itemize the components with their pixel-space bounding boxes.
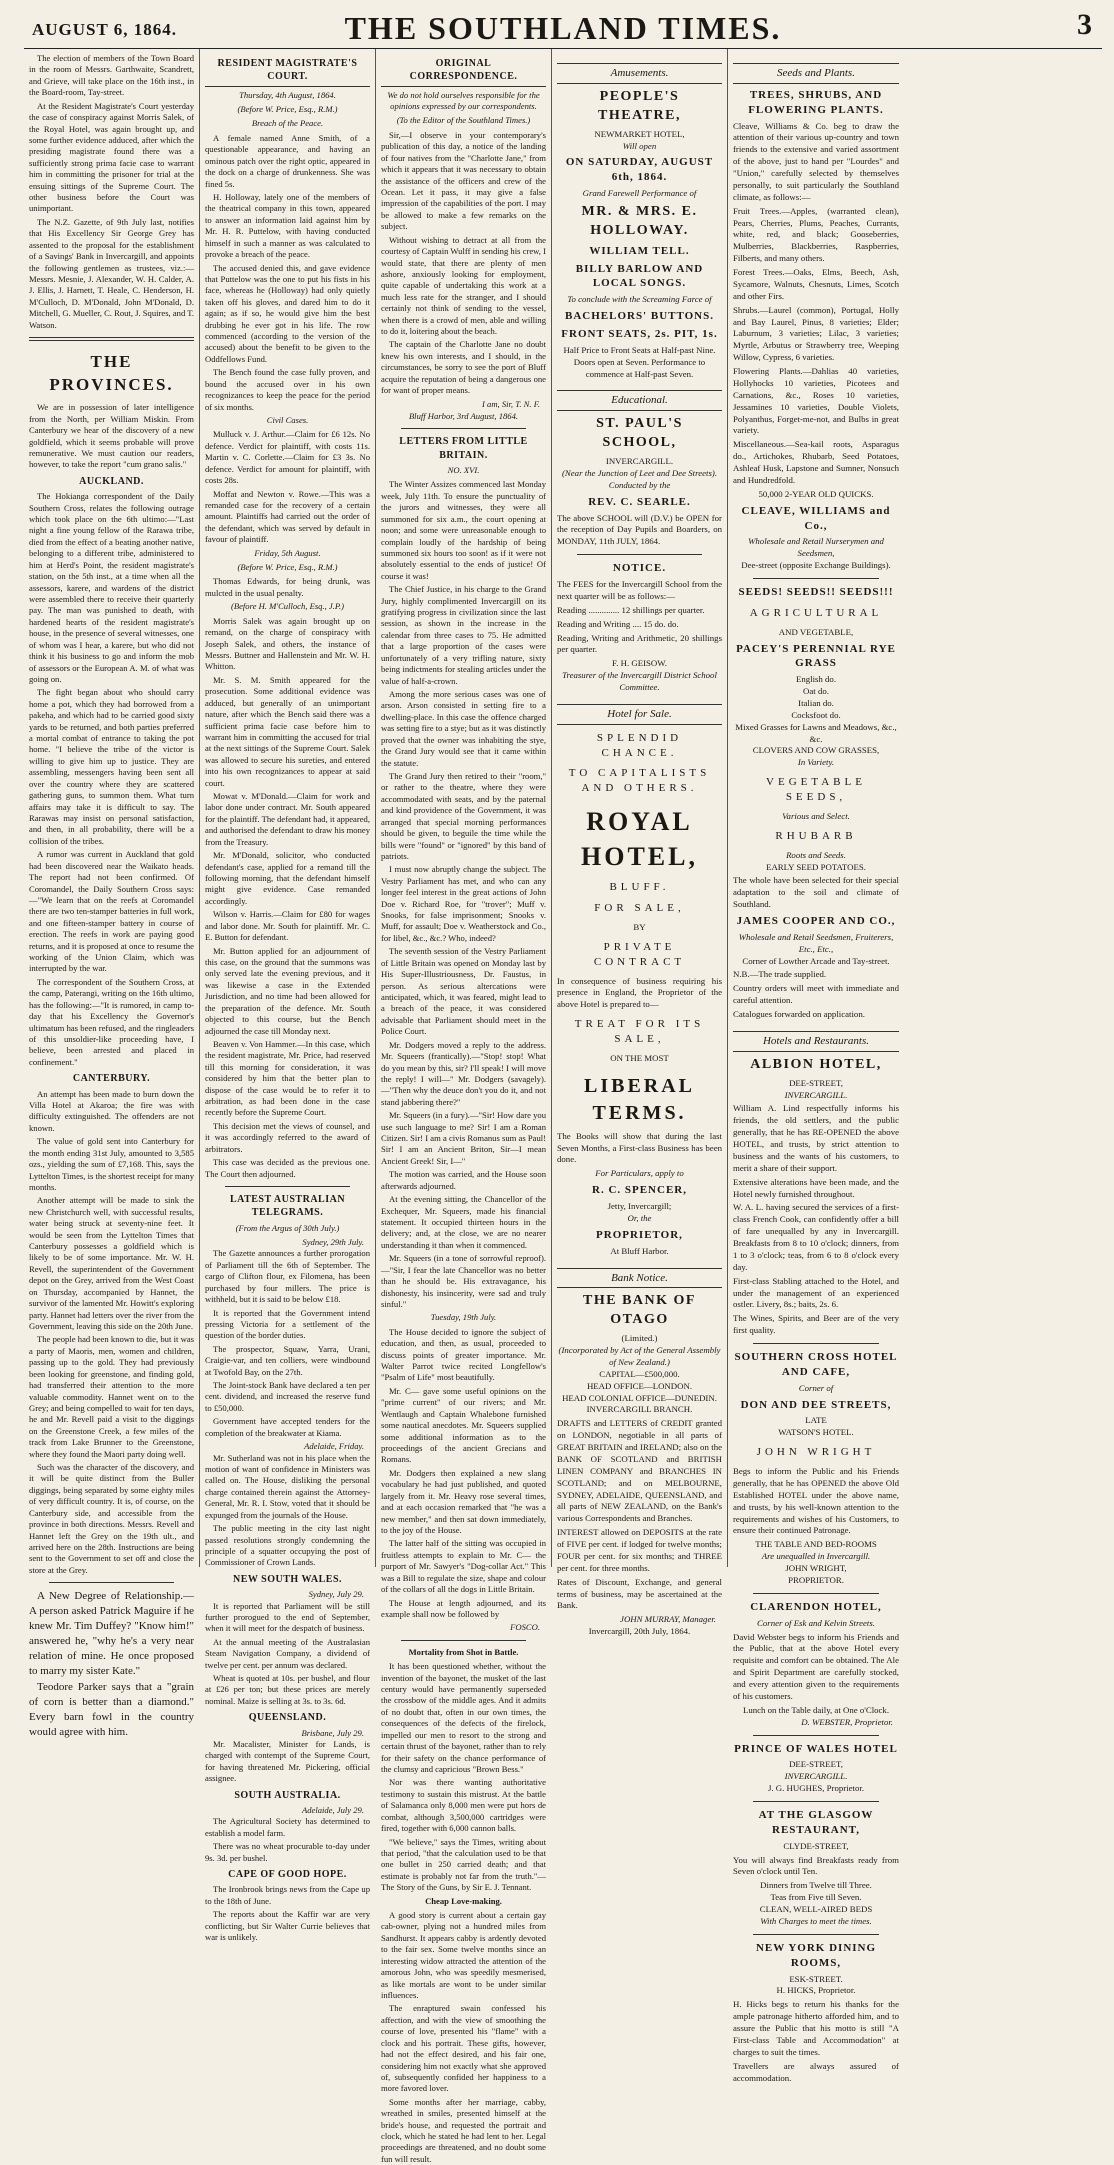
paragraph: Mr. Button applied for an adjournment of this case, on the ground that the summons was only served late the evening previous, and it was likewise a case in the Extended Jurisdiction, and no time had been allowed for the preparation of the defence. Mr. South objected to this course, but the Bench adjourned the case till Monday next. [205, 945, 370, 1036]
ad-line: CLEAN, WELL-AIRED BEDS [759, 1904, 873, 1915]
ad-line: Wholesale and Retail Seedsmen, Fruiterers, Etc., Etc., [738, 931, 894, 954]
court-judge: (Before W. Price, Esq., R.M.) [237, 104, 338, 115]
ad-line: BACHELORS' BUTTONS. [564, 310, 714, 323]
divider [401, 428, 526, 429]
divider [753, 1801, 879, 1802]
paragraph: The captain of the Charlotte Jane no doubt knew his own interests, and I should, in the circumstances, be sorry to see the port of Bluff acquire the reputation of being a dangerous one for want of proper means. [381, 339, 546, 396]
ad-title: TREES, SHRUBS, AND FLOWERING PLANTS. [748, 88, 884, 116]
ad-line: Oat do. [803, 686, 829, 697]
column-4 [552, 49, 728, 1637]
ad-line: Corner of [798, 1382, 834, 1393]
paragraph: The accused denied this, and gave evidence that Puttelow was the one to put his fists in his face, whereas he (Holloway) had only quietly taken off his gloves, and dared him to do it again; as if so, he would give him the best drubbing he ever got in his life. The row commenced (according to the version of the accused) about the benefit to be given to the Oddfellows Fund. [205, 262, 370, 364]
section-heading: CANTERBURY. [72, 1073, 151, 1085]
ad-line: Jetty, Invercargill; [607, 1201, 672, 1212]
section-heading: CAPE OF GOOD HOPE. [228, 1869, 347, 1881]
paragraph: The Hokianga correspondent of the Daily Southern Cross, relates the following outrage which took place on the 6th ultimo:—"Last night a fine young fellow of the Rarawa tribe, died from the effect of a beating another native, belonging to a different tribe, administered to him at Herd's Point, the resident magistrate's station, on the 5th inst., at a time when all the assessors, karere, and wardens of the district were assembled there to receive their quarterly pay. The man was punished to death, with hardened hearts of the resident magistrate's house, in the presence of several witnesses, one of whom was I hear, a karere, but who did not think it his business to go and inform the mob of assessors or the European A. M. of what was going on. [29, 491, 194, 684]
paragraph: The N.Z. Gazette, of 9th July last, notifies that His Excellency Sir George Grey has assented to the proposal for the establishment of a Savings' Bank in Invercargill, and appoints the following gentlemen as trustees, viz.:—Messrs. Mesnie, J. Alexander, W. H. Calder, A. J. Ellis, J. Harnett, T. Heale, C. Henderson, H. M'Culloch, D. M'Donald, John M'Donald, D. Mitchell, G. Mueller, C. Rout, J. Squires, and T. Watson. [29, 216, 194, 330]
ad-title: NEW YORK DINING ROOMS, [755, 1941, 877, 1969]
ad-title: LIBERAL TERMS. [583, 1074, 696, 1124]
paragraph: The Winter Assizes commenced last Monday week, July 11th. To ensure the punctuality of the jurors and witnesses, they were all summoned for six a.m., the court opening at noon; and some were unreasonable enough to complain loudly of the hardship of being summoned six hours too soon! as if it were not absolutely essential to the ends of justice! Of course it was! [381, 479, 546, 581]
ad-line: CLYDE-STREET, [783, 1840, 849, 1851]
court-judge: (Before W. Price, Esq., R.M.) [237, 562, 338, 573]
ad-line: J. G. HUGHES, Proprietor. [767, 1783, 865, 1794]
ad-text: H. Hicks begs to return his thanks for the ample patronage hitherto afforded him, and to assure the Public that his motto is still "A First-class Table and Accommodation" at charges to suit the times. [733, 1999, 899, 2057]
ad-line: SPLENDID CHANCE. [596, 731, 683, 759]
dateline: Adelaide, Friday. [304, 1441, 364, 1452]
divider [753, 1593, 879, 1594]
ad-text: Begs to inform the Public and his Friends generally, that he has OPENED the above Old Established HOTEL under the above name, and trusts, by his well-known attention to the requirements and wishes of his Customers, to ensure their continued Patronage. [733, 1466, 899, 1536]
section-heading: LETTERS FROM LITTLE BRITAIN. [399, 436, 528, 461]
paragraph: It has been questioned whether, without the invention of the bayonet, the musket of the last century would have permanently superseded the crossbow of the middle ages. And it admits of no doubt that, often in our own times, the consequences of the defects of the firelock, impelled our men to resort to the strong and certain thrust of the bayonet, rather than to rely for their safety on the chance performance of the clumsy and capricious "Brown Bess." [381, 1661, 546, 1774]
dateline: Brisbane, July 29. [301, 1727, 364, 1738]
paragraph: It is reported that the Government intend pressing Victoria for a settlement of the question of the border duties. [205, 1307, 370, 1341]
paragraph: Mulluck v. J. Arthur.—Claim for £6 12s. No defence. Verdict for plaintiff, with costs 11s. Martin v. C. Corlette.—Claim for £3 3s. No defence. Verdict for amount for plaintiff, with costs 28s. [205, 429, 370, 486]
ad-line: DEE-STREET, [789, 1077, 843, 1088]
dateline: Adelaide, July 29. [301, 1805, 364, 1816]
paragraph: At the annual meeting of the Australasian Steam Navigation Company, a dividend of twelve per cent. per annum was declared. [205, 1636, 370, 1670]
ad-line: AGRICULTURAL [749, 606, 883, 619]
ad-text: Reading, Writing and Arithmetic, 20 shillings per quarter. [557, 632, 722, 655]
divider [49, 1582, 174, 1583]
ad-text: Miscellaneous.—Sea-kail roots, Asparagus do., Artichokes, Rhubarb, Seed Potatoes, Ashleaf Husk, Lapstone and Sumner, Nonsuch and Hundredfold. [733, 439, 899, 485]
ad-line: H. HICKS, Proprietor. [776, 1985, 856, 1996]
ad-title: ST. PAUL'S SCHOOL, [596, 416, 683, 451]
ad-line: Mixed Grasses for Lawns and Meadows, &c., &c. [735, 721, 897, 744]
divider [753, 1735, 879, 1736]
paragraph: Mr. Sutherland was not in his place when the motion of want of confidence in Ministers was called on. The House, disliking the personal charge contained therein against the Attorney-General, Mr. R. I. Stow, voted that it should be expunged from the journals of the House. [205, 1452, 370, 1520]
dateline: Bluff Harbor, 3rd August, 1864. [408, 410, 519, 421]
paragraph: A rumor was current in Auckland that gold had been discovered near the Waikato heads. The report had not been confirmed. Of Coromandel, the Daily Southern Cross says:—"We learn that on the reefs at Coromandel there are two ten-stamper batteries in full work, and one fifteen-stamper battery in course of erection. The reefs in work are paying good returns, and it is proposed at once to resume the working of the Union Claim, which was interrupted by the war. [29, 849, 194, 974]
section-heading: Educational. [557, 390, 722, 411]
paragraph: Another attempt will be made to sink the new Christchurch well, with successful results, water being struck at seventy-nine feet. It would be seen from the Lyttelton Times that Canterbury possesses a goldfield which is likely to be of some importance. Mr. W. H. Revell, the superintendent of the Government depot on the Grey, arrived from the West Coast on Thursday, accompanied by Hannet, the survivor of the lamented Mr. Howitt's exploring party. Hannet had letters over the river from the Government, leaving this side on the 20th June. [29, 1195, 194, 1331]
column-2 [200, 49, 376, 1943]
ad-title: ROYAL HOTEL, [581, 807, 698, 872]
court-date: Friday, 5th August. [254, 547, 321, 558]
paragraph: A good story is current about a certain gay cab-owner, plying not a hundred miles from Sandhurst. It appears cabby is ardently devoted to the fair sex. Some twelve months since an interesting widow attracted the attention of the amorous John, who was speedily mesmerised, as like mortals are wont to be under similar influences. [381, 1910, 546, 2000]
paragraph: Mr. Dodgers moved a reply to the address. Mr. Squeers (frantically).—"Stop! stop! What do you mean by this, sir? I'll speak! I will move the reply! I will—" Mr. Dodgers (savagely).—"Then why the deuce don't you do it, and not stand jabbering there?" [381, 1039, 546, 1107]
ad-line: Roots and Seeds. [786, 849, 846, 860]
paragraph: Thomas Edwards, for being drunk, was mulcted in the usual penalty. [205, 576, 370, 598]
ad-text: Catalogues forwarded on application. [733, 1009, 865, 1020]
signature: I am, Sir, T. N. F. [482, 398, 540, 409]
subheading: (To the Editor of the Southland Times.) [396, 115, 531, 126]
paragraph: The Gazette announces a further prorogation of Parliament till the 6th of September. The cargo of Clifton flour, ex Filomena, has been purchased by four millers. The price is withheld, but it is said to be below £18. [205, 1248, 370, 1305]
ad-text: Extensive alterations have been made, and the Hotel newly furnished throughout. [733, 1176, 899, 1199]
ad-title: AT THE GLASGOW RESTAURANT, [758, 1809, 874, 1836]
ad-line: Or, the [627, 1212, 652, 1223]
section-heading: Hotel for Sale. [557, 704, 722, 725]
ad-line: Dinners from Twelve till Three. [760, 1880, 872, 1891]
paragraph: The seventh session of the Vestry Parliament of Little Britain was opened on Monday last by His Super-Illustriousness, Dr. Faustus, in person. As serious altercations were anticipated, which, it was feared, might lead to a breach of the peace, it was considered advisable that Parliament should meet in the Police Court. [381, 946, 546, 1037]
section-heading: QUEENSLAND. [248, 1712, 327, 1724]
ad-line: Invercargill, 20th July, 1864. [588, 1626, 691, 1637]
paragraph: Wilson v. Harris.—Claim for £80 for wages and labor done. Mr. South for plaintiff. Mr. C. E. Button for defendant. [205, 909, 370, 943]
paragraph: The Chief Justice, in his charge to the Grand Jury, highly complimented Invercargill on its gratifying progress in civilization since the last session, as shown in the increase in the calendar from three cases to 75. He admitted that a large proportion of the cases were unfortunately of a very trifling nature, sixty being indictments for stealing articles under the value of half-a-crown. [381, 584, 546, 686]
divider [753, 1343, 879, 1344]
divider [29, 337, 194, 341]
ad-line: Half Price to Front Seats at Half-past Nine. [563, 344, 716, 355]
paragraph: Teodore Parker says that a "grain of corn is better than a diamond." Every barn fowl in the country would agree with him. [29, 1681, 194, 1738]
ad-line: In Variety. [797, 757, 835, 768]
issue-date: AUGUST 6, 1864. [32, 20, 178, 39]
section-heading: ORIGINAL CORRESPONDENCE. [381, 57, 546, 87]
paragraph: Mr. Squeers (in a tone of sorrowful reproof).—"Sir, I fear the late Chancellor was no better than he should be. His extravagance, his dishonesty, his insincerity, were sad and truly sinful." [381, 1253, 546, 1309]
ad-title: CLARENDON HOTEL, [750, 1600, 882, 1613]
ad-line: VEGETABLE SEEDS, [766, 776, 866, 804]
section-heading: SOUTH AUSTRALIA. [234, 1789, 341, 1801]
ad-line: REV. C. SEARLE. [588, 495, 691, 508]
paragraph: The prospector, Squaw, Yarra, Urani, Craigie-var, and ten colliers, were windbound at Twofold Bay, on the 27th. [205, 1343, 370, 1377]
ad-text: Flowering Plants.—Dahlias 40 varieties, Hollyhocks 10 varieties, Picotees and Carnations, &c., Roses 10 varieties, Jessamines 10 varieties, Double Violets, Polyanthus, Forget-me-not, and Bulbs in great variety. [733, 366, 899, 436]
paragraph: Some months after her marriage, cabby, wreathed in smiles, presented himself at the bride's house, and requested the portrait and clock, which he stated he had lent to her. Legal proceedings are threatened, and no doubt some fun will result. [381, 2096, 546, 2164]
ad-line: AND VEGETABLE, [778, 626, 854, 637]
paragraph: The Joint-stock Bank have declared a ten per cent. dividend, and increased the reserve fund to £50,000. [205, 1380, 370, 1413]
paragraph: Mr. C— gave some useful opinions on the "prime current" of our rivers; and Mr. Wentlaugh and Captain Whalebone furnished some nautical anecdotes. Mr. Squeers supplied some additional information as to the proceedings of the ancient Grecians and Romans. [381, 1385, 546, 1465]
ad-text: The Wines, Spirits, and Beer are of the very first quality. [733, 1313, 899, 1336]
court-judge: (Before H. M'Culloch, Esq., J.P.) [230, 601, 345, 612]
paragraph: At the evening sitting, the Chancellor of the Exchequer, Mr. Squeers, made his financial statement. It occupied thirteen hours in the delivery; and, at the close, we are no nearer understanding it than when it commenced. [381, 1194, 546, 1250]
ad-line: (Near the Junction of Leet and Dee Streets). [561, 467, 718, 478]
ad-text: W. A. L. having secured the services of a first-class French Cook, can confidently offer a bill of fare unequalled by any in Invercargill. Breakfasts from 8 to 10 o'clock; dinners, from 1 to 3 o'clock; teas, from 6 to 8 o'clock every day. [733, 1202, 899, 1272]
paragraph: The latter half of the sitting was occupied in fruitless attempts to explain to Mr. C— the purport of Mr. Sawyer's "Dog-collar Act." This was a Bill to regulate the size, shape and colour of the collars of all the dogs in Little Britain. [381, 1538, 546, 1595]
divider [753, 578, 879, 579]
divider [753, 1934, 879, 1935]
ad-title: ALBION HOTEL, [750, 1056, 882, 1072]
ad-line: JOHN WRIGHT, [785, 1563, 847, 1574]
ad-line: PROPRIETOR, [596, 1228, 683, 1241]
column-1 [24, 49, 200, 1738]
ad-line: 50,000 2-YEAR OLD QUICKS. [758, 488, 874, 499]
ad-text: N.B.—The trade supplied. [733, 969, 827, 980]
ad-text: The above SCHOOL will (D.V.) be OPEN for the reception of Day Pupils and Boarders, on MONDAY, 11th JULY, 1864. [557, 512, 722, 547]
masthead [24, 6, 1102, 49]
ad-line: TREAT FOR ITS SALE, [574, 1018, 705, 1045]
ad-title: JAMES COOPER AND CO., [736, 915, 896, 927]
ad-title: SOUTHERN CROSS HOTEL AND CAFE, [734, 1351, 898, 1378]
ad-line: Will open [622, 140, 657, 151]
section-heading: RESIDENT MAGISTRATE'S COURT. [205, 57, 370, 87]
paragraph: Beaven v. Von Hammer.—In this case, which the resident magistrate, Mr. Price, had reserved till this morning for consideration, it was considered by him that the better plan to dispose of the case would be to refer it to arbitration, as had been done in the case recently before the Supreme Court. [205, 1038, 370, 1118]
column-3 [376, 49, 552, 2164]
ad-line: JOHN WRIGHT [756, 1446, 876, 1459]
ad-line: At Bluff Harbor. [610, 1245, 669, 1256]
ad-line: DEE-STREET, [789, 1759, 843, 1770]
paragraph: Mr. Macalister, Minister for Lands, is charged with contempt of the Supreme Court, for having threatened Mr. Pickering, official assignee. [205, 1739, 370, 1784]
section-heading: Amusements. [557, 63, 722, 84]
ad-line: R. C. SPENCER, [592, 1184, 687, 1197]
paragraph: The election of members of the Town Board in the room of Messrs. Garthwaite, Scandrett, and Grieve, will take place on the 16th inst., in the Board-room, Tay-street. [29, 53, 194, 98]
paragraph: An attempt has been made to burn down the Villa Hotel at Akaroa; the fire was with difficulty extinguished. The offenders are not known. [29, 1088, 194, 1133]
paragraph: Government have accepted tenders for the completion of the breakwater at Kiama. [205, 1416, 370, 1438]
ad-title: CLEAVE, WILLIAMS and Co., [741, 504, 891, 532]
ad-line: Doors open at Seven. Performance to commence at Half-past Seven. [573, 356, 706, 379]
ad-text: The FEES for the Invercargill School from the next quarter will be as follows:— [557, 579, 722, 601]
paragraph: The Agricultural Society has determined to establish a model farm. [205, 1816, 370, 1838]
ad-line: Lunch on the Table daily, at One o'Clock. [742, 1704, 890, 1715]
subheading: Breach of the Peace. [251, 118, 324, 129]
ad-line: Teas from Five till Seven. [770, 1892, 862, 1903]
paragraph: A New Degree of Relationship.—A person asked Patrick Maguire if he knew Mr. Tim Duffey? "Know him!" answered he, "why he's a very near relation of mine. He once proposed to marry my sister Kate." [29, 1590, 194, 1677]
ad-text: The whole have been selected for their special adaptation to the soil and climate of Southland. [733, 875, 899, 910]
ad-line: Dee-street (opposite Exchange Buildings). [741, 560, 891, 571]
ad-line: BILLY BARLOW AND LOCAL SONGS. [575, 262, 704, 290]
ad-line: Cocksfoot do. [791, 709, 841, 720]
columns [24, 49, 1102, 2164]
ad-line: TO CAPITALISTS AND OTHERS. [568, 767, 711, 795]
paragraph: It is reported that Parliament will be still further prorogued to the end of September, when it will meet for the despatch of business. [205, 1600, 370, 1634]
paragraph: Mr. Squeers (in a fury).—"Sir! How dare you use such language to me? Sir! I am a Roman Citizen. Sir! I am a civis Romanus sum as Paul! Sir! I am an Ancient Briton, Sir—I mean Ancient Greek! Sir, I—" [381, 1110, 546, 1166]
paragraph: Such was the character of the discovery, and it will be quite distinct from the Buller diggings, being separated by some eighty miles of very difficult country. It is, of course, on the Canterbury side, and accessible from the province in both directions. Messrs. Revell and Hannet left the Grey on the 19th ult., and arrived here on the 28th. Instructions are being sent to the Government to set off and close the store at the Grey. [29, 1462, 194, 1575]
ad-title: THE BANK OF OTAGO [583, 1293, 696, 1328]
paragraph: I must now abruptly change the subject. The Vestry Parliament has met, and who can any longer feel interest in the great actions of John Doe v. Richard Roe, for "trover"; Muff v. Snooks, for false imprisonment; Snooks v. Muff, for assault; Doe v. Weatherstock and Co., for libel, &c., &c.? Who, indeed? [381, 864, 546, 943]
ad-line: To conclude with the Screaming Farce of [567, 294, 712, 305]
paragraph: The enraptured swain confessed his affection, and with the view of smoothing the course of love, presented his "flame" with a clock and his portrait. These gifts, however, had not the effect desired, and his fair one, considering him not exactly what she approved of, subsequently confided her happiness to a more favored lover. [381, 2003, 546, 2094]
section-heading: AUCKLAND. [79, 475, 144, 487]
paragraph: Mr. Dodgers then explained a new slang vocabulary he had just published, and quoted largely from it. Mr. Heavy rose several times, and at each occasion remarked that "he was a new member," and then sat down immediately, to the joy of the House. [381, 1467, 546, 1535]
paragraph: Wheat is quoted at 10s. per bushel, and flour at £26 per ton; but these prices are merely nominal. Maize is selling at 3s. to 3s. 6d. [205, 1673, 370, 1706]
ad-line: THE TABLE AND BED-ROOMS [755, 1539, 877, 1550]
paragraph: Nor was there wanting authoritative testimony to sustain this mistrust. At the battle of Salamanca only 8,000 men were put hors de combat, although 3,500,000 cartridges were fired, together with 6,000 cannon balls. [381, 1777, 546, 1834]
signature: D. WEBSTER, Proprietor. [801, 1716, 893, 1727]
ad-line: CLOVERS AND COW GRASSES, [752, 745, 880, 756]
ad-text: Rates of Discount, Exchange, and general terms of business, may be ascertained at the Bank. [557, 1576, 722, 1611]
ad-title: SEEDS! SEEDS!! SEEDS!!! [738, 585, 894, 598]
paragraph: The public meeting in the city last night passed resolutions strongly condemning the principle of a squatter occupying the post of Commissioner of Crown Lands. [205, 1523, 370, 1568]
ad-line: Grand Farewell Performance of [582, 188, 697, 199]
paragraph: "We believe," says the Times, writing about that period, "that the calculation used to be that one bullet in 250 carried death; and that estimate is probably not far from the truth."—The Story of the Guns, by Sir E. J. Tennant. [381, 1836, 546, 1893]
ad-line: RHUBARB [775, 829, 857, 842]
ad-line: WATSON'S HOTEL. [778, 1427, 854, 1438]
ad-line: BLUFF. [609, 881, 670, 894]
ad-line: English do. [795, 674, 837, 685]
ad-text: David Webster begs to inform his Friends and the Public, that at the above Hotel every requisite and comfort can be obtained. The Ale and Spirit Department are carefully stocked, and every attention given to the requirements of his customers. [733, 1631, 899, 1701]
court-date: Thursday, 4th August, 1864. [239, 89, 336, 100]
ad-text: Travellers are always assured of accommodation. [733, 2060, 899, 2083]
disclaimer: We do not hold ourselves responsible for the opinions expressed by our correspondents. [387, 89, 540, 112]
ad-text: William A. Lind respectfully informs his friends, the old settlers, and the public generally, that he has RE-OPENED the above HOTEL, and trusts, by strict attention to business and the wants of his customers, to merit a share of their support. [733, 1103, 899, 1173]
subheading: NO. XVI. [447, 465, 480, 475]
paragraph: The people had been known to die, but it was a party of Maoris, men, women and children, passing up to the gold. They had previously been looking for greenstone, and finding gold, had transferred their attention to the more valuable commodity. Hannet went on to the Grey; and being compelled to wait for ten days, he and Mr. Revell paid a visit to the diggings on the Greenstone Creek, a few miles of the track from Lake Brunner to the Greenstone, where they found the Maori party doing well. [29, 1334, 194, 1459]
divider [401, 1640, 526, 1641]
ad-line: ON THE MOST [610, 1052, 669, 1063]
ad-title: PRINCE OF WALES HOTEL [734, 1742, 898, 1755]
ad-line: Corner of Lowther Arcade and Tay-street. [742, 955, 890, 966]
signature: FOSCO. [510, 1622, 540, 1633]
paragraph: The Grand Jury then retired to their "room," or rather to the theatre, where they were accommodated with seats, and by the paternal and kind providence of the Government, it was arranged that special morning performances should be given, to beguile the time while the bills were "found" or "ignored" by this band of patriots. [381, 770, 546, 861]
ad-text: In consequence of business requiring his presence in England, the Proprietor of the above Hotel is prepared to— [557, 975, 722, 1010]
subheading: (From the Argus of 30th July.) [235, 1222, 340, 1233]
paragraph: Sir,—I observe in your contemporary's publication of this day, a notice of the landing of four natives from the "Charlotte Jane," from which it appears that it was necessary to obtain the assistance of the officers and crew of the Ocean. Let it pass, it may give a false impression of the capabilities of the port. I may be allowed to make a few remarks on the subject. [381, 129, 546, 232]
ad-line: (Incorporated by Act of the General Assembly of New Zealand.) [558, 1345, 721, 1367]
section-heading: THE PROVINCES. [49, 352, 174, 394]
ad-title: NOTICE. [612, 562, 667, 575]
dateline: Sydney, 29th July. [302, 1237, 364, 1247]
subheading: Cheap Love-making. [425, 1895, 502, 1906]
ad-line: Italian do. [798, 697, 834, 708]
paragraph: This decision met the views of counsel, and it was accordingly referred to the award of arbitrators. [205, 1120, 370, 1154]
ad-line: Treasurer of the Invercargill District School Committee. [562, 670, 717, 692]
ad-line: INVERCARGILL. [605, 456, 674, 467]
ad-text: Reading .............. 12 shillings per quarter. [557, 604, 705, 615]
paragraph: Mowat v. M'Donald.—Claim for work and labor done under contract. Mr. South appeared for the plaintiff. The defendant had, it appeared, and authorised the defendant to draw his money from the Treasury. [205, 791, 370, 847]
paragraph: We are in possession of later intelligence from the North, per William Miskin. From Canterbury we hear of the discovery of a new goldfield, which it seems probable will prove remunerative. We must caution our readers, however, to take the report "cum grano salis." [29, 402, 194, 470]
ad-text: The Books will show that during the last Seven Months, a First-class Business has been done. [557, 1130, 722, 1165]
paragraph: Without wishing to detract at all from the courtesy of Captain Wulff in sending his crew, I would state, that there are plenty of men ashore, anxiously looking for employment, quite capable of undertaking this work at a much less rate for the stranger, and I should certainly not think of sending to the vessel, when there is a crowd of men, able and willing to do it, loitering about the beach. [381, 234, 546, 337]
ad-line: EARLY SEED POTATOES. [766, 861, 866, 872]
paragraph: The value of gold sent into Canterbury for the month ending 31st July, amounted to 3,585 ozs., yielding the sum of £7,168. This, says the Lyttelton Times, is the shortest receipt for many months. [29, 1136, 194, 1192]
ad-line: Are unequalled in Invercargill. [761, 1551, 871, 1562]
subheading: Mortality from Shot in Battle. [408, 1646, 519, 1657]
ad-text: Shrubs.—Laurel (common), Portugal, Holly and Bay Laurel, Pinus, 8 varieties; Elder; Laburnum, 3 varieties; Lilac, 3 varieties; Myrtle, Arbutus or Strawberry tree, Weeping Willow, Cypress, 6 varieties. [733, 304, 899, 363]
newspaper-title: THE SOUTHLAND TIMES. [344, 10, 782, 46]
paragraph: Moffat and Newton v. Rowe.—This was a remanded case for the recovery of a certain amount. Plaintiffs had carried out the order of the defendant, which was served by default in favour of plaintiff. [205, 488, 370, 545]
section-heading: NEW SOUTH WALES. [232, 1573, 343, 1585]
ad-line: NEWMARKET HOTEL, [594, 128, 685, 139]
ad-text: You will always find Breakfasts ready from Seven o'clock until Ten. [733, 1854, 899, 1877]
paragraph: A female named Anne Smith, of a questionable appearance, and having an ominous patch over the right optic, appeared in the dock on a charge of drunkenness. She was fined 5s. [205, 132, 370, 189]
page-number: 3 [1077, 8, 1092, 41]
ad-text: DRAFTS and LETTERS of CREDIT granted on LONDON, negotiable in all parts of GREAT BRITAIN and IRELAND; also on the BANK OF SCOTLAND and BRITISH LINEN COMPANY and BRANCHES IN SCOTLAND; and on MELBOURNE, SYDNEY, ADELAIDE, QUEENSLAND, and all parts of NEW ZEALAND, on the Bank's various Correspondents and Branches. [557, 1418, 722, 1524]
section-heading: Seeds and Plants. [733, 63, 899, 84]
ad-line: DON AND DEE STREETS, [740, 1398, 892, 1411]
ad-line: With Charges to meet the times. [760, 1915, 872, 1926]
ad-line: FOR SALE, [594, 902, 685, 915]
ad-line: (Limited.) [621, 1333, 658, 1344]
ad-text: Cleave, Williams & Co. beg to draw the attention of their various up-country and town friends to the extensive and varied assortment of the above, just to hand per "Lourdes" and "Union," carefully selected by themselves personally, to suit particularly the Southland climate, as follows:— [733, 120, 899, 202]
dateline: Tuesday, 19th July. [430, 1312, 497, 1323]
dateline: Sydney, July 29. [308, 1589, 364, 1600]
ad-line: PROPRIETOR. [788, 1574, 844, 1585]
column-5 [728, 49, 904, 2083]
section-heading: Bank Notice. [557, 1268, 722, 1289]
ad-text: First-class Stabling attached to the Hotel, and under the management of an experienced ostler. Livery, 8s.; baits, 2s. 6. [733, 1275, 899, 1310]
ad-line: Corner of Esk and Kelvin Streets. [757, 1617, 875, 1628]
paragraph: The motion was carried, and the House soon afterwards adjourned. [381, 1169, 546, 1191]
ad-text: INTEREST allowed on DEPOSITS at the rate of FIVE per cent. if lodged for twelve months; FOUR per cent. for six months; and THREE per cent. for three months. [557, 1527, 722, 1573]
ad-line: FRONT SEATS, 2s. PIT, 1s. [561, 327, 718, 340]
paragraph: Mr. M'Donald, solicitor, who conducted defendant's case, applied for a remand till the following morning, that the defendant himself might give evidence. Case remanded accordingly. [205, 850, 370, 906]
section-heading: Hotels and Restaurants. [733, 1031, 899, 1052]
ad-title: PEOPLE'S THEATRE, [598, 88, 681, 123]
ad-line: Wholesale and Retail Nurserymen and Seedsmen, [748, 536, 884, 559]
paragraph: The Ironbrook brings news from the Cape up to the 18th of June. [205, 1884, 370, 1906]
paragraph: This case was decided as the previous one. The Court then adjourned. [205, 1157, 370, 1179]
ad-line: For Particulars, apply to [595, 1168, 684, 1179]
ad-line: PACEY'S PERENNIAL RYE GRASS [736, 642, 896, 670]
ad-text: Forest Trees.—Oaks, Elms, Beech, Ash, Sycamore, Walnuts, Chesnuts, Limes, Scotch and other Firs. [733, 267, 899, 301]
paragraph: The fight began about who should carry home a pot, which they had borrowed from a pakeha, and which had to be carried good sixty yards to be returned, and both parties preferred a mortal combat of entrance to taking the pot home. "I believe the tribe of the victor is willing to give him up to justice. They are assembling, messengers having been sent all over the country where they are scattered gathering guns, to summon them. What turn affairs may take it is difficult to say. The Rarawas may insist on personal satisfaction, and then, in all probability, there will be a collision of the tribes. [29, 687, 194, 846]
ad-line: LATE [805, 1415, 827, 1426]
ad-text: Fruit Trees.—Apples, (warranted clean), Pears, Cherries, Plums, Peaches, Currants, white, red, and black; Gooseberries, Mulberries, Blackberries, Raspberries, Filberts, and many others. [733, 205, 899, 264]
ad-text: Reading and Writing .... 15 do. do. [557, 618, 679, 629]
ad-line: Various and Select. [782, 810, 850, 821]
ad-line: F. H. GEISOW. [612, 658, 667, 669]
paragraph: The House decided to ignore the subject of education, and then, as usual, proceeded to discuss points of greater importance. Mr. Walter Parrot twice recited Longfellow's "Psalm of Life" most beautifully. [381, 1326, 546, 1383]
paragraph: Morris Salek was again brought up on remand, on the charge of conspiracy with Joseph Salek, and others, the instance of Messrs. Buttner and Hallenstein and Mr. W. H. Whitton. [205, 615, 370, 672]
ad-line: ON SATURDAY, AUGUST 6th, 1864. [565, 156, 714, 184]
ad-text: Country orders will meet with immediate and careful attention. [733, 983, 899, 1006]
ad-line: INVERCARGILL. [784, 1089, 848, 1100]
ad-line: INVERCARGILL BRANCH. [586, 1404, 693, 1415]
divider [577, 554, 702, 555]
paragraph: The correspondent of the Southern Cross, at the camp, Paterangi, writing on the 16th ultimo, has the following:—"It is rumored, in camp to-day that his Excellency the Governor's ultimatum has been refused, and the ringleaders of this unsoldier-like proceeding have, I believe, been arrested and placed in confinement." [29, 976, 194, 1067]
divider [225, 1186, 350, 1187]
paragraph: H. Holloway, lately one of the members of the theatrical company in this town, appeared to answer an information laid against him by Mr. H. R. Puttelow, with having conducted himself in such a manner as was calculated to provoke a breach of the peace. [205, 191, 370, 260]
ad-line: BY [633, 921, 646, 932]
paragraph: The House at length adjourned, and its example shall now be followed by [381, 1597, 546, 1619]
paragraph: The Bench found the case fully proven, and bound the accused over in his own recognizances to keep the peace for the period of six months. [205, 367, 370, 412]
ad-line: WILLIAM TELL. [589, 244, 690, 257]
paragraph: At the Resident Magistrate's Court yesterday the case of conspiracy against Morris Salek, of the Royal Hotel, was again brought up, and some further evidence adduced, after which the presiding magistrate found there was a sufficiently strong prima facie case to warrant him in committing the prisoner for trial at the ensuing sittings of the Supreme Court. The other business before the Court was unimportant. [29, 100, 194, 214]
section-heading: LATEST AUSTRALIAN TELEGRAMS. [229, 1193, 346, 1219]
ad-line: PRIVATE CONTRACT [593, 940, 686, 968]
subheading: Civil Cases. [266, 414, 309, 425]
ad-line: ESK-STREET. [789, 1973, 843, 1984]
paragraph: There was no wheat procurable to-day under 9s. 3d. per bushel. [205, 1841, 370, 1863]
paragraph: Mr. S. M. Smith appeared for the prosecution. Some additional evidence was adduced, but generally of an unimportant nature, after which the Bench said there was a sufficient prima facie case before him to warrant him in committing the accused for trial at the next sittings of the Supreme Court. Salek was allowed to secure his sureties, and entered into his own recognizances to appear at said court. [205, 674, 370, 788]
paragraph: The reports about the Kaffir war are very conflicting, but Sir Walter Currie believes that war is unlikely. [205, 1909, 370, 1943]
ad-line: Conducted by the [608, 479, 671, 490]
ad-line: CAPITAL—£500,000. [599, 1368, 680, 1379]
paragraph: Among the more serious cases was one of arson. Arson consisted in setting fire to a dwelling-place. In this case the offence charged was setting fire to a stye; but as it was distinctly proved that the owner was inhabiting the stye, the Grand Jury would see that it came within the statute. [381, 689, 546, 768]
signature: JOHN MURRAY, Manager. [620, 1614, 716, 1625]
ad-line: HEAD COLONIAL OFFICE—DUNEDIN. [562, 1392, 717, 1403]
ad-title: MR. & MRS. E. HOLLOWAY. [581, 203, 698, 238]
ad-line: INVERCARGILL. [784, 1771, 848, 1782]
ad-line: HEAD OFFICE—LONDON. [586, 1380, 693, 1391]
